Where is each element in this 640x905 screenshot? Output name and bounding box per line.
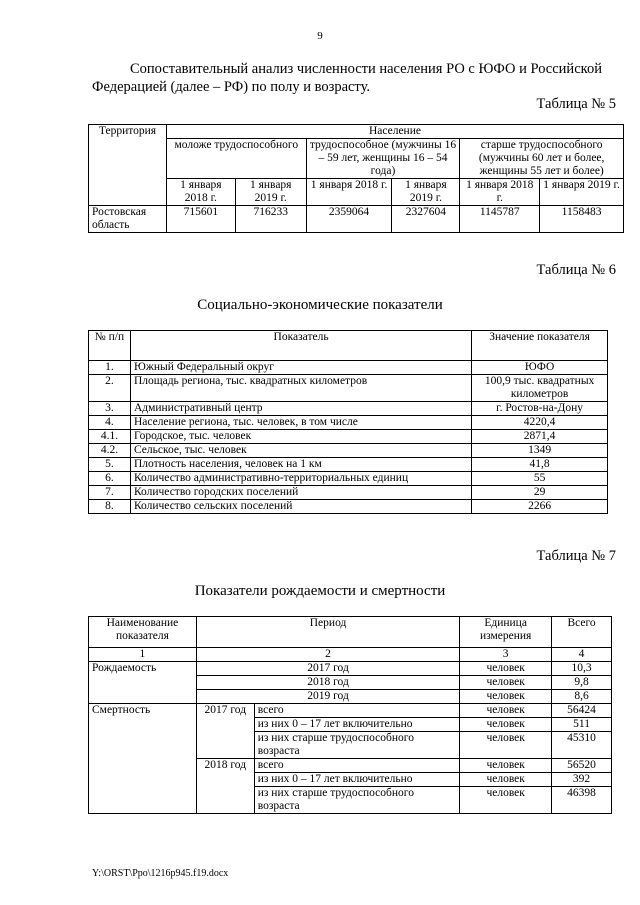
table6-value-header: Значение показателя — [472, 331, 608, 361]
table7-empty-cell — [89, 773, 197, 787]
table7-death-sublabel: из них 0 – 17 лет включительно — [254, 718, 460, 732]
table7-empty-cell — [89, 787, 197, 814]
table5-caption: Таблица № 5 — [536, 96, 616, 112]
section-heading: Сопоставительный анализ численности населения РО с ЮФО и Российской Федерацией (далее – РФ) по полу и возрасту. — [92, 61, 602, 95]
table7-title: Показатели рождаемости и смертности — [194, 583, 446, 599]
table7-colnum: 2 — [196, 648, 459, 662]
table5-date-header: 1 января 2018 г. — [306, 179, 392, 206]
table7-death-sublabel: из них 0 – 17 лет включительно — [254, 773, 460, 787]
table7-death-unit: человек — [460, 773, 552, 787]
table6-row-value: ЮФО — [472, 361, 608, 375]
table7-empty-cell — [196, 787, 254, 814]
table6-row-num: 8. — [89, 500, 131, 514]
table6-row-value: 4220,4 — [472, 416, 608, 430]
table6-num-header: № п/п — [89, 331, 131, 361]
table5-cell: 2359064 — [306, 206, 392, 233]
table6-row-value: 55 — [472, 472, 608, 486]
table7-birth-period: 2019 год — [196, 690, 459, 704]
table6-row-num: 1. — [89, 361, 131, 375]
table6-row-num: 4.2. — [89, 444, 131, 458]
table7-death-sublabel: всего — [254, 759, 460, 773]
table7-death-unit: человек — [460, 732, 552, 759]
table7-birth-unit: человек — [460, 690, 552, 704]
table6-row-value: 41,8 — [472, 458, 608, 472]
table7 — [88, 616, 612, 814]
table7-death-sublabel: из них старше трудоспособного возраста — [254, 732, 460, 759]
table7-birth-total: 8,6 — [552, 690, 612, 704]
table6-row-num: 4. — [89, 416, 131, 430]
footer-file-path: Y:\ORST\Ppo\1216p945.f19.docx — [92, 868, 229, 879]
table7-empty-cell — [89, 690, 197, 704]
table7-name-header: Наименование показателя — [89, 617, 197, 648]
table6-row-value: г. Ростов-на-Дону — [472, 402, 608, 416]
table6-row-name: Сельское, тыс. человек — [130, 444, 471, 458]
table6-row-value: 100,9 тыс. квадратных километров — [472, 375, 608, 402]
table6-row-name: Южный Федеральный округ — [130, 361, 471, 375]
table7-death-unit: человек — [460, 787, 552, 814]
table7-death-unit: человек — [460, 718, 552, 732]
table7-birth-period: 2017 год — [196, 662, 459, 676]
table5-group-header: моложе трудоспособного — [166, 139, 306, 179]
table7-empty-cell — [196, 732, 254, 759]
table7-death-unit: человек — [460, 704, 552, 718]
table7-death-sublabel: из них старше трудоспособного возраста — [254, 787, 460, 814]
table5-population-header: Население — [166, 125, 623, 139]
table7-total-header: Всего — [552, 617, 612, 648]
table6-row-name: Плотность населения, человек на 1 км — [130, 458, 471, 472]
table7-empty-cell — [89, 732, 197, 759]
table7-death-total: 45310 — [552, 732, 612, 759]
table6-row-num: 2. — [89, 375, 131, 402]
table6-row-name: Количество сельских поселений — [130, 500, 471, 514]
table7-colnum: 3 — [460, 648, 552, 662]
table7-death-total: 392 — [552, 773, 612, 787]
table5-date-header: 1 января 2018 г. — [460, 179, 540, 206]
table6-row-value: 2871,4 — [472, 430, 608, 444]
page-number: 9 — [317, 30, 323, 42]
table7-death-total: 56424 — [552, 704, 612, 718]
table6-row-num: 3. — [89, 402, 131, 416]
table5-territory-header: Территория — [89, 125, 167, 206]
table7-death-year: 2018 год — [196, 759, 254, 773]
table7-empty-cell — [89, 718, 197, 732]
table5-date-header: 1 января 2019 г. — [392, 179, 460, 206]
table7-death-label: Смертность — [89, 704, 197, 718]
table6 — [88, 330, 608, 514]
table7-death-unit: человек — [460, 759, 552, 773]
table6-row-num: 7. — [89, 486, 131, 500]
table5-cell: 1158483 — [540, 206, 624, 233]
table7-unit-header: Единица измерения — [460, 617, 552, 648]
table6-row-name: Городское, тыс. человек — [130, 430, 471, 444]
table7-death-total: 511 — [552, 718, 612, 732]
table6-indicator-header: Показатель — [130, 331, 471, 361]
table5-cell: 1145787 — [460, 206, 540, 233]
table5-date-header: 1 января 2018 г. — [166, 179, 235, 206]
table6-title: Социально-экономические показатели — [197, 297, 443, 313]
table7-empty-cell — [196, 773, 254, 787]
table6-row-name: Административный центр — [130, 402, 471, 416]
table6-row-value: 29 — [472, 486, 608, 500]
table6-row-name: Количество административно-территориальных единиц — [130, 472, 471, 486]
table7-death-year: 2017 год — [196, 704, 254, 718]
table5-group-header: старше трудоспособного (мужчины 60 лет и более, женщины 55 лет и более) — [460, 139, 624, 179]
table6-row-num: 5. — [89, 458, 131, 472]
table7-death-total: 56520 — [552, 759, 612, 773]
table6-caption: Таблица № 6 — [536, 262, 616, 278]
table6-row-name: Количество городских поселений — [130, 486, 471, 500]
table5-date-header: 1 января 2019 г. — [235, 179, 306, 206]
table5-row-label: Ростовская область — [89, 206, 167, 233]
table7-colnum: 4 — [552, 648, 612, 662]
table7-empty-cell — [89, 676, 197, 690]
table6-row-num: 4.1. — [89, 430, 131, 444]
table6-row-value: 2266 — [472, 500, 608, 514]
table6-row-value: 1349 — [472, 444, 608, 458]
table7-birth-total: 9,8 — [552, 676, 612, 690]
table5-date-header: 1 января 2019 г. — [540, 179, 624, 206]
table7-death-sublabel: всего — [254, 704, 460, 718]
table7-birth-unit: человек — [460, 676, 552, 690]
table6-row-name: Площадь региона, тыс. квадратных километров — [130, 375, 471, 402]
table5-group-header: трудоспособное (мужчины 16 – 59 лет, женщины 16 – 54 года) — [306, 139, 460, 179]
table7-death-total: 46398 — [552, 787, 612, 814]
table7-colnum: 1 — [89, 648, 197, 662]
table7-birth-period: 2018 год — [196, 676, 459, 690]
table5 — [88, 124, 624, 233]
table6-row-num: 6. — [89, 472, 131, 486]
table7-birth-label: Рождаемость — [89, 662, 197, 676]
table7-empty-cell — [196, 718, 254, 732]
table7-birth-unit: человек — [460, 662, 552, 676]
table7-birth-total: 10,3 — [552, 662, 612, 676]
table5-cell: 2327604 — [392, 206, 460, 233]
table6-row-name: Население региона, тыс. человек, в том числе — [130, 416, 471, 430]
table7-caption: Таблица № 7 — [536, 548, 616, 564]
table7-empty-cell — [89, 759, 197, 773]
table5-cell: 715601 — [166, 206, 235, 233]
table5-cell: 716233 — [235, 206, 306, 233]
table7-period-header: Период — [196, 617, 459, 648]
